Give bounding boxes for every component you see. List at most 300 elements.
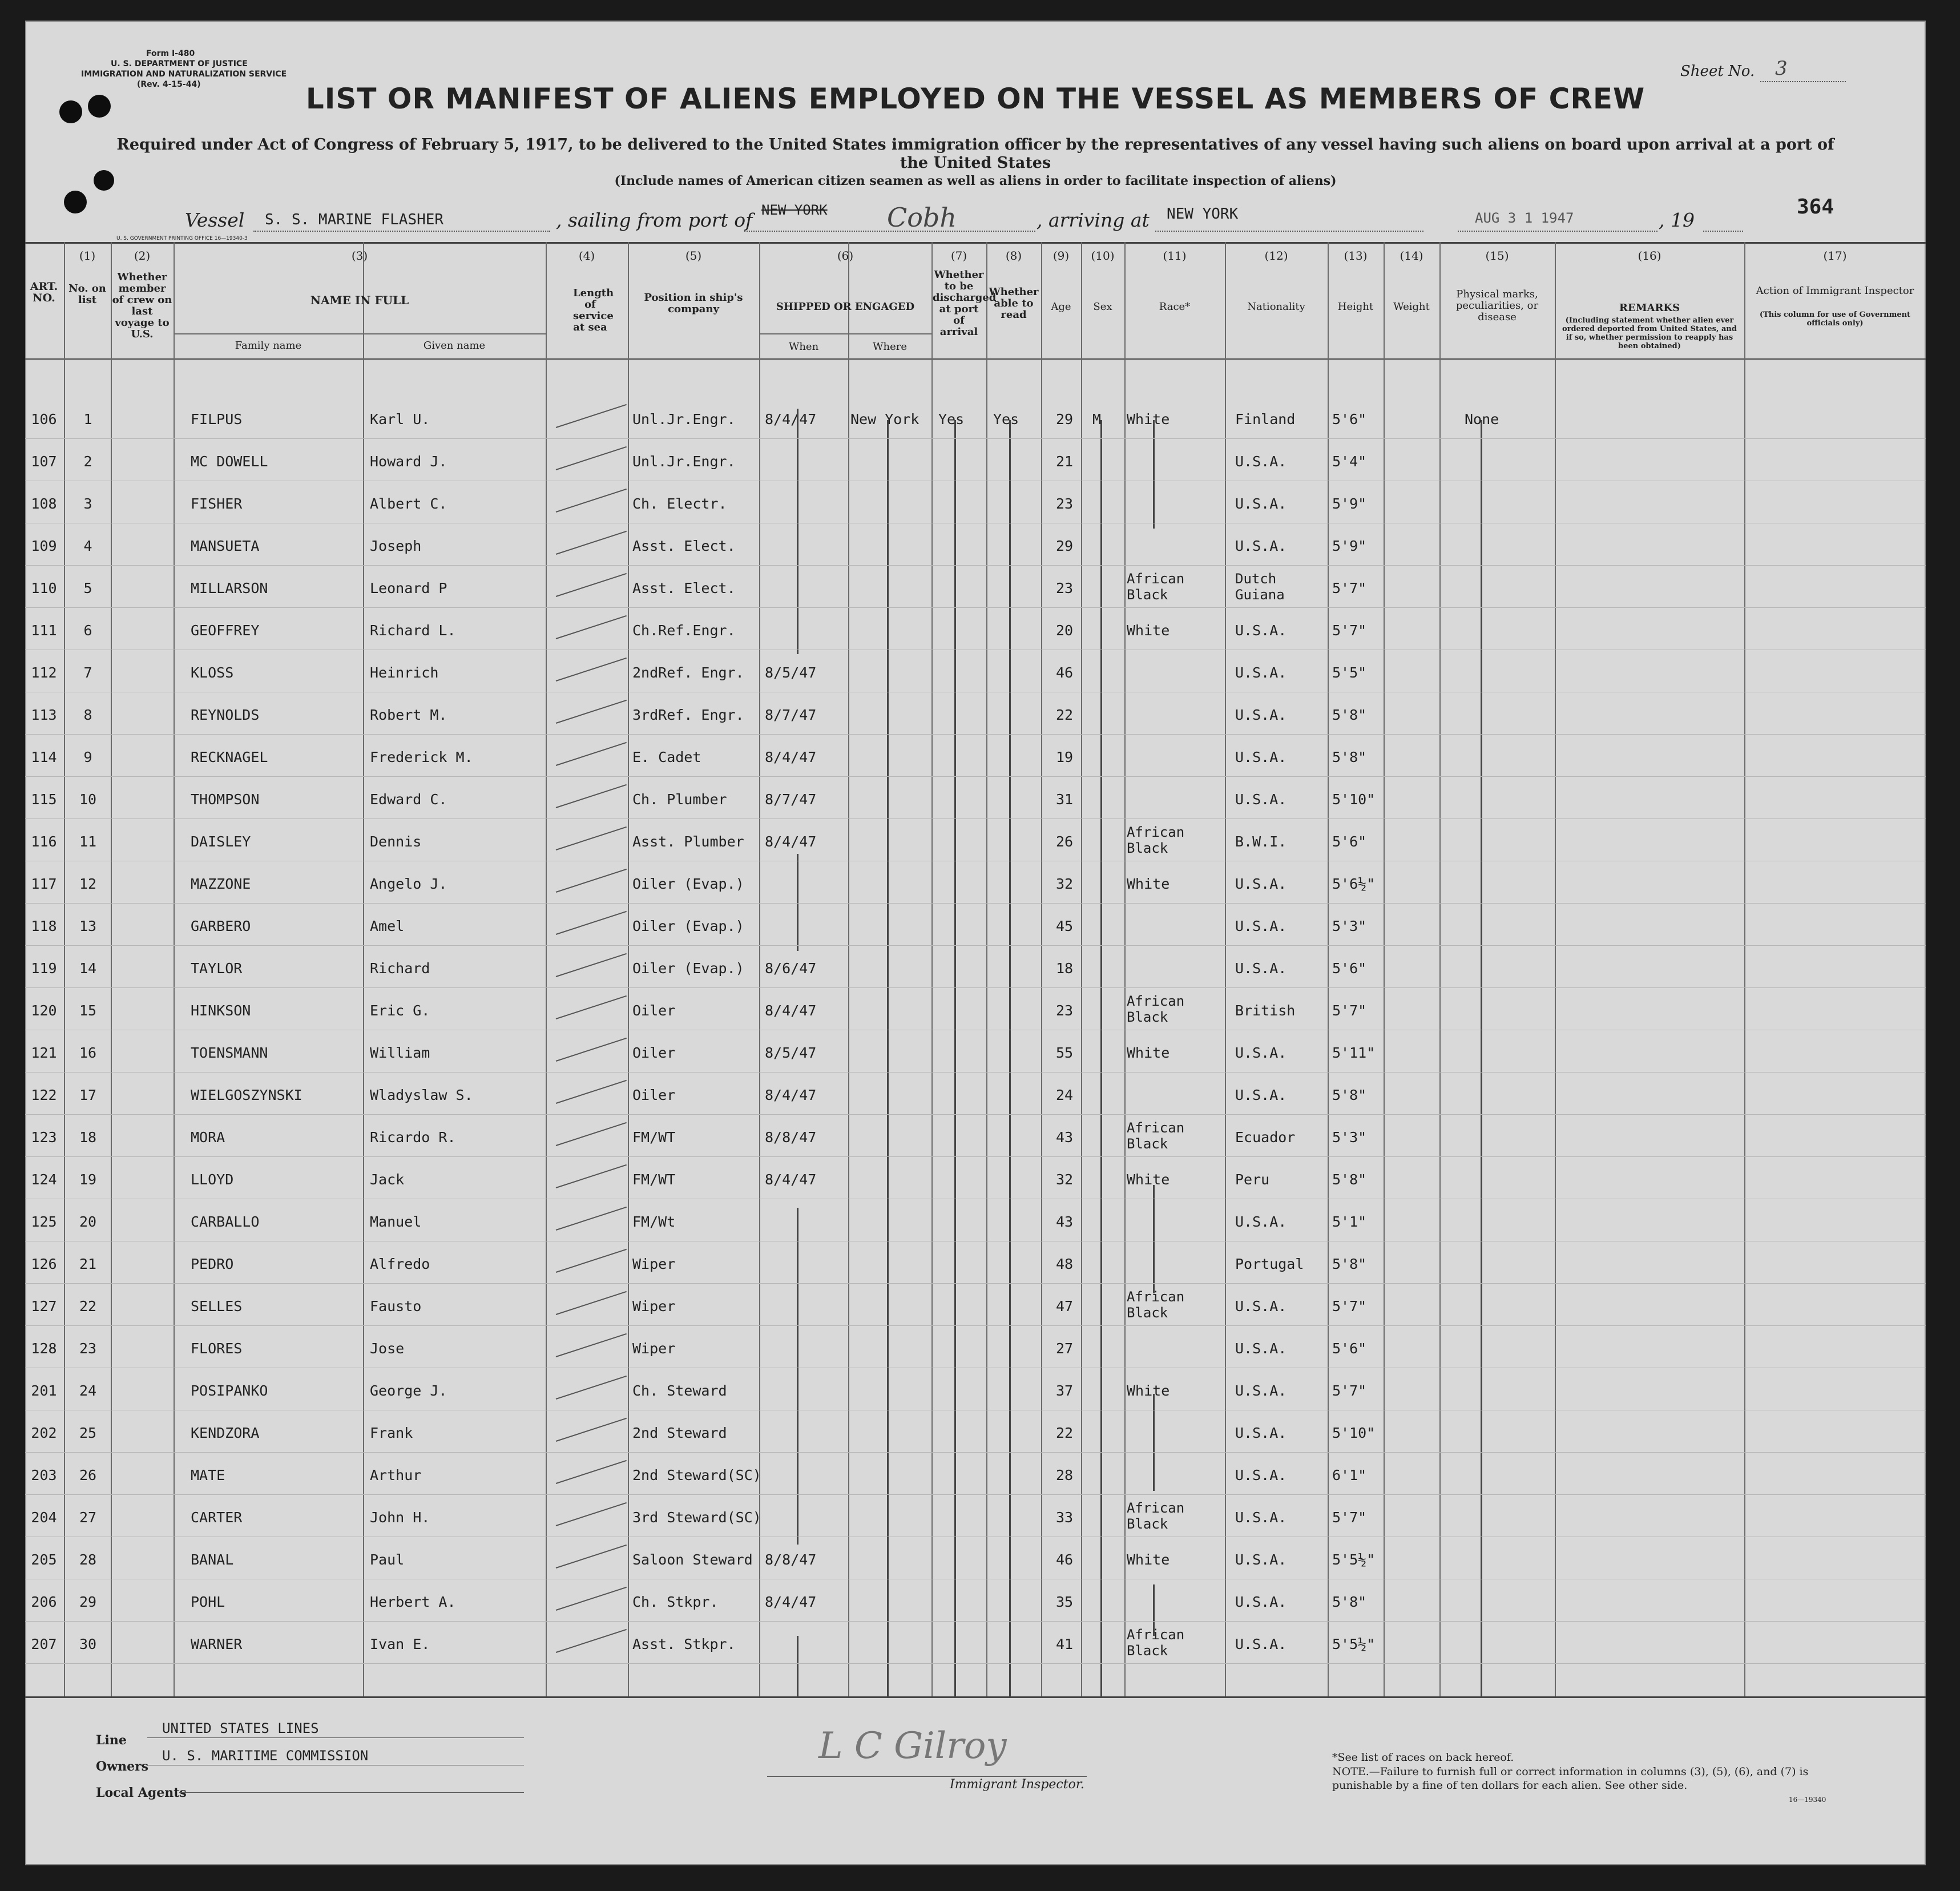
row-family-name: GEOFFREY	[191, 622, 260, 639]
service-mark	[556, 995, 627, 1019]
service-mark	[556, 742, 627, 766]
row-height: 5'9"	[1332, 538, 1367, 554]
row-family-name: KLOSS	[191, 664, 234, 681]
row-family-name: MANSUETA	[191, 538, 260, 554]
row-age: 55	[1055, 1045, 1074, 1061]
row-family-name: MAZZONE	[191, 876, 251, 892]
row-race: African Black	[1127, 824, 1185, 856]
row-position: E. Cadet	[632, 749, 701, 765]
service-mark	[556, 1376, 627, 1400]
row-shipped-when: 8/4/47	[765, 411, 817, 428]
row-age: 33	[1055, 1509, 1074, 1526]
row-shipped-when: 8/4/47	[765, 749, 817, 765]
page-number: 364	[1797, 195, 1834, 219]
row-family-name: POSIPANKO	[191, 1382, 268, 1399]
row-shipped-when: 8/7/47	[765, 791, 817, 808]
inspector-signature: L C Gilroy	[818, 1725, 1007, 1767]
row-age: 43	[1055, 1213, 1074, 1230]
service-mark	[556, 1333, 627, 1357]
row-position: FM/Wt	[632, 1213, 676, 1230]
manifest-sheet: Form I-480 U. S. DEPARTMENT OF JUSTICE IMMIGRATION AND NATURALIZATION SERVICE (Rev. 4-15-44) Sheet No. 3 LIST OR MANIFEST OF ALIENS EMPLOYED ON THE VESSEL AS MEMBERS OF CREW Required under Act of Congress of February 5, 1917, to be delivered to the United States immigration officer by the representatives of any vessel having such aliens on board upon arrival at a port of the United States (Include names of American citizen seamen as well as aliens in order to facilitate inspection of aliens) Vessel S. S. MARINE FLASHER , sailing from port of NEW YORK Cobh , arriving at NEW YORK AUG 3 1 1947 , 19 364 U. S. GOVERNMENT PRINTING OFFICE 16—19340-3 ART. NO. (1) No. on list (2) Whether member of crew on last voyage to U.S. (3) NAME IN FULL Family name Given name (4) Length of service at sea (5) Position in ship's company (6) SHIPPED OR ENGAGED When Where (7) Whether to be discharged at port of arrival (8) Whether able to read (9) Age (10) Sex (11) Race* (12) Nationality (13) Height (14) Weight (15) Physical marks, peculiarities, or disease (16) REMARKS (Including statement whether alien ever ordered deported from United States, and if so, whether permission to reapply has been obtained) (17) Action of Immigrant Inspector (This column for use of Government officials only) 106 1 FILPUS Karl U. Unl.Jr.Engr. 8/4/47 New York Yes Yes 29 M White Finland 5'6" None 107 2 MC DOWELL Howard J. Unl.Jr.Engr. 21 U.S.A. 5'4" 108 3 FISHER Albert C. Ch. Electr. 23 U.S.A. 5'9" 109 4 MANSUETA Joseph Asst. Elect. 29 U.S.A. 5'9" 110 5 MILLARSON Leonard P Asst. Elect. 23 African Black Dutch Guiana 5'7" 111 6 GEOFFREY Richard L. Ch.Ref.Engr. 20 White U.S.A. 5'7" 112 7 KLOSS Heinrich 2ndRef. Engr. 8/5/47 46 U.S.A. 5'5" 113 8 REYNOLDS Robert M. 3rdRef. Engr. 8/7/47 22 U.S.A. 5'8" 114 9 RECKNAGEL Frederick M. E. Cadet 8/4/47 19 U.S.A. 5'8" 115 10 THOMPSON Edward C. Ch. Plumber 8/7/47 31 U.S.A. 5'10" 116 11 DAISLEY Dennis Asst. Plumber 8/4/47 26 African Black B.W.I. 5'6" 117 12 MAZZONE Angelo J. Oiler (Evap.) 32 White U.S.A. 5'6½" 118 13 GARBERO Amel Oiler (Evap.) 45 U.S.A. 5'3" 119 14 TAYLOR Richard Oiler (Evap.) 8/6/47 18 U.S.A. 5'6" 120 15 HINKSON Eric G. Oiler 8/4/47 23 African Black British 5'7" 121 16 TOENSMANN William Oiler 8/5/47 55 White U.S.A. 5'11" 122 17 WIELGOSZYNSKI Wladyslaw S. Oiler 8/4/47 24 U.S.A. 5'8" 123 18 MORA Ricardo R. FM/WT 8/8/47 43 African Black Ecuador 5'3" 124 19 LLOYD Jack FM/WT 8/4/47 32 White Peru 5'8" 125 20 CARBALLO Manuel FM/Wt 43 U.S.A. 5'1" 126 21 PEDRO Alfredo Wiper 48 Portugal 5'8" 127 22 SELLES Fausto Wiper 47 African Black U.S.A. 5'7" 128 23 FLORES Jose Wiper 27 U.S.A. 5'6" 201 24 POSIPANKO George J. Ch. Steward 37 White U.S.A. 5'7" 202 25 KENDZORA Frank 2nd Steward 22 U.S.A. 5'10" 203 26 MATE Arthur 2nd Steward(SC) 28 U.S.A. 6'1" 204 27 CARTER John H. 3rd Steward(SC) 33 African Black U.S.A. 5'7" 205 28 BANAL Paul Saloon Steward 8/8/47 46 White U.S.A. 5'5½" 206 29 POHL Herbert A. Ch. Stkpr. 8/4/47 35 U.S.A. 5'8" 207 30 WARNER Ivan E. Asst. Stkpr. 41 African Black U.S.A. 5'5½" Line UNITED STATES LINES Owners U. S. MARITIME COMMISSION Local Agents L C Gilroy Immigrant Inspector. *See list of races on back hereof. NOTE.—Failure to furnish full or correct information in columns (3), (5), (6), and (7) is punishable by a fine of ten dollars for each alien. See other side. 16—19340	[25, 21, 1926, 1865]
row-nationality: U.S.A.	[1235, 1213, 1287, 1230]
col-inspector-note: (This column for use of Government officials only)	[1759, 311, 1911, 328]
row-race: African Black	[1127, 1289, 1185, 1321]
row-art-no: 119	[31, 960, 57, 977]
row-shipped-when: 8/5/47	[765, 664, 817, 681]
service: IMMIGRATION AND NATURALIZATION SERVICE	[81, 70, 287, 79]
row-discharged: Yes	[938, 411, 965, 428]
manifest-subtitle: Required under Act of Congress of February 5, 1917, to be delivered to the United States immigration officer by the representatives of any vessel having such aliens on board upon arrival at a port of the United States	[116, 136, 1834, 172]
row-art-no: 114	[31, 749, 57, 765]
sailing-port-handwritten: Cobh	[887, 202, 957, 233]
row-list-no: 6	[83, 622, 92, 639]
row-shipped-when: 8/8/47	[765, 1129, 817, 1146]
manifest-title: LIST OR MANIFEST OF ALIENS EMPLOYED ON THE VESSEL AS MEMBERS OF CREW	[305, 82, 1646, 115]
row-family-name: FLORES	[191, 1340, 243, 1357]
row-given-name: Wladyslaw S.	[370, 1087, 473, 1103]
row-list-no: 12	[79, 876, 97, 892]
row-list-no: 3	[83, 495, 92, 512]
row-given-name: Jack	[370, 1171, 405, 1188]
row-divider	[25, 903, 1926, 904]
row-nationality: U.S.A.	[1235, 1382, 1287, 1399]
service-mark	[556, 1502, 627, 1526]
service-mark	[556, 615, 627, 639]
row-sex: M	[1092, 411, 1102, 428]
row-list-no: 8	[83, 707, 92, 723]
row-height: 5'5½"	[1332, 1636, 1376, 1652]
ditto-mark	[797, 854, 798, 951]
row-list-no: 19	[79, 1171, 97, 1188]
ditto-mark	[1153, 1394, 1155, 1491]
service-mark	[556, 1418, 627, 1442]
row-art-no: 122	[31, 1087, 57, 1103]
row-position: Ch. Steward	[632, 1382, 727, 1399]
row-height: 5'8"	[1332, 1171, 1367, 1188]
row-list-no: 28	[79, 1551, 97, 1568]
department: U. S. DEPARTMENT OF JUSTICE	[111, 59, 248, 68]
service-mark	[556, 869, 627, 893]
row-given-name: Robert M.	[370, 707, 447, 723]
col-position: Position in ship's company	[644, 292, 743, 315]
sailing-label: , sailing from port of	[556, 209, 753, 231]
row-family-name: SELLES	[191, 1298, 243, 1315]
row-position: Oiler	[632, 1002, 676, 1019]
row-age: 46	[1055, 1551, 1074, 1568]
row-nationality: U.S.A.	[1235, 918, 1287, 934]
row-given-name: George J.	[370, 1382, 447, 1399]
service-mark	[556, 1291, 627, 1315]
row-nationality: U.S.A.	[1235, 960, 1287, 977]
row-family-name: MATE	[191, 1467, 225, 1483]
row-given-name: Manuel	[370, 1213, 422, 1230]
row-family-name: CARBALLO	[191, 1213, 260, 1230]
form-number: Form I-480	[146, 49, 195, 58]
service-mark	[556, 1038, 627, 1062]
row-age: 48	[1055, 1256, 1074, 1272]
row-position: 2nd Steward(SC)	[632, 1467, 761, 1483]
row-nationality: U.S.A.	[1235, 707, 1287, 723]
row-art-no: 201	[31, 1382, 57, 1399]
row-list-no: 30	[79, 1636, 97, 1652]
row-height: 5'7"	[1332, 622, 1367, 639]
row-given-name: Richard L.	[370, 622, 456, 639]
row-list-no: 2	[83, 453, 92, 470]
row-height: 5'7"	[1332, 1298, 1367, 1315]
service-mark	[556, 1207, 627, 1231]
row-height: 5'7"	[1332, 1382, 1367, 1399]
row-given-name: Karl U.	[370, 411, 430, 428]
row-age: 35	[1055, 1594, 1074, 1610]
row-position: 2nd Steward	[632, 1425, 727, 1441]
row-height: 5'6"	[1332, 833, 1367, 850]
row-divider	[25, 565, 1926, 566]
row-list-no: 25	[79, 1425, 97, 1441]
col-shipped-where: Where	[872, 341, 907, 353]
row-family-name: CARTER	[191, 1509, 243, 1526]
col-family-name: Family name	[235, 340, 302, 352]
service-mark	[556, 953, 627, 977]
row-height: 5'10"	[1332, 1425, 1376, 1441]
row-height: 5'6"	[1332, 960, 1367, 977]
row-nationality: U.S.A.	[1235, 1467, 1287, 1483]
row-position: Ch. Plumber	[632, 791, 727, 808]
col-height: Height	[1337, 301, 1374, 313]
row-shipped-when: 8/4/47	[765, 833, 817, 850]
row-height: 5'1"	[1332, 1213, 1367, 1230]
form-revision: (Rev. 4-15-44)	[137, 80, 201, 89]
row-family-name: HINKSON	[191, 1002, 251, 1019]
row-position: 3rdRef. Engr.	[632, 707, 744, 723]
row-family-name: FILPUS	[191, 411, 243, 428]
row-able-to-read: Yes	[993, 411, 1019, 428]
row-art-no: 202	[31, 1425, 57, 1441]
row-height: 5'7"	[1332, 580, 1367, 596]
row-list-no: 22	[79, 1298, 97, 1315]
row-shipped-when: 8/4/47	[765, 1002, 817, 1019]
row-art-no: 113	[31, 707, 57, 723]
row-age: 26	[1055, 833, 1074, 850]
ditto-mark	[1009, 420, 1011, 1696]
row-position: Oiler (Evap.)	[632, 918, 744, 934]
row-family-name: LLOYD	[191, 1171, 234, 1188]
row-race: White	[1127, 411, 1170, 428]
row-age: 24	[1055, 1087, 1074, 1103]
row-position: Wiper	[632, 1256, 676, 1272]
row-height: 5'6"	[1332, 411, 1367, 428]
service-mark	[556, 1629, 627, 1653]
row-family-name: MC DOWELL	[191, 453, 268, 470]
races-note: *See list of races on back hereof.	[1332, 1751, 1514, 1764]
row-race: African Black	[1127, 1120, 1185, 1152]
row-divider	[25, 945, 1926, 946]
row-family-name: WIELGOSZYNSKI	[191, 1087, 303, 1103]
row-family-name: REYNOLDS	[191, 707, 260, 723]
row-list-no: 1	[83, 411, 92, 428]
row-nationality: Dutch Guiana	[1235, 571, 1285, 603]
row-age: 29	[1055, 538, 1074, 554]
row-given-name: Frederick M.	[370, 749, 473, 765]
row-given-name: Howard J.	[370, 453, 447, 470]
row-art-no: 121	[31, 1045, 57, 1061]
sheet-number: 3	[1775, 57, 1788, 80]
punch-hole	[64, 191, 87, 213]
row-position: Unl.Jr.Engr.	[632, 453, 736, 470]
ditto-mark	[954, 420, 956, 1696]
row-position: Saloon Steward	[632, 1551, 753, 1568]
row-given-name: Leonard P	[370, 580, 447, 596]
row-family-name: BANAL	[191, 1551, 234, 1568]
row-given-name: Jose	[370, 1340, 405, 1357]
row-shipped-when: 8/6/47	[765, 960, 817, 977]
row-height: 5'6"	[1332, 1340, 1367, 1357]
row-art-no: 117	[31, 876, 57, 892]
row-family-name: RECKNAGEL	[191, 749, 268, 765]
service-mark	[556, 784, 627, 808]
row-given-name: Frank	[370, 1425, 413, 1441]
row-position: Unl.Jr.Engr.	[632, 411, 736, 428]
row-race: White	[1127, 1171, 1170, 1188]
row-nationality: B.W.I.	[1235, 833, 1287, 850]
row-list-no: 4	[83, 538, 92, 554]
row-art-no: 128	[31, 1340, 57, 1357]
row-given-name: Alfredo	[370, 1256, 430, 1272]
row-position: Ch. Electr.	[632, 495, 727, 512]
form-code: 16—19340	[1789, 1796, 1826, 1804]
row-shipped-when: 8/4/47	[765, 1594, 817, 1610]
row-height: 5'8"	[1332, 1087, 1367, 1103]
row-given-name: Albert C.	[370, 495, 447, 512]
row-given-name: Heinrich	[370, 664, 439, 681]
row-age: 23	[1055, 495, 1074, 512]
row-position: 3rd Steward(SC)	[632, 1509, 761, 1526]
row-nationality: Finland	[1235, 411, 1296, 428]
row-art-no: 203	[31, 1467, 57, 1483]
row-age: 41	[1055, 1636, 1074, 1652]
row-family-name: MORA	[191, 1129, 225, 1146]
col-last-voyage: Whether member of crew on last voyage to U.S.	[112, 271, 172, 340]
row-race: African Black	[1127, 1500, 1185, 1532]
row-position: Wiper	[632, 1298, 676, 1315]
row-shipped-when: 8/7/47	[765, 707, 817, 723]
arriving-label: , arriving at	[1037, 209, 1150, 231]
row-family-name: TAYLOR	[191, 960, 243, 977]
row-shipped-when: 8/8/47	[765, 1551, 817, 1568]
arrival-date-stamp: AUG 3 1 1947	[1475, 210, 1574, 226]
gpo-imprint: U. S. GOVERNMENT PRINTING OFFICE 16—19340-3	[116, 236, 248, 241]
row-divider	[25, 1663, 1926, 1664]
row-nationality: U.S.A.	[1235, 749, 1287, 765]
row-position: Asst. Plumber	[632, 833, 744, 850]
row-art-no: 205	[31, 1551, 57, 1568]
row-list-no: 15	[79, 1002, 97, 1019]
line-label: Line	[96, 1733, 127, 1748]
row-age: 23	[1055, 580, 1074, 596]
row-given-name: Richard	[370, 960, 430, 977]
row-position: Oiler	[632, 1045, 676, 1061]
row-family-name: KENDZORA	[191, 1425, 260, 1441]
row-divider	[25, 1114, 1926, 1115]
row-given-name: Herbert A.	[370, 1594, 456, 1610]
row-age: 21	[1055, 453, 1074, 470]
row-art-no: 107	[31, 453, 57, 470]
row-position: FM/WT	[632, 1129, 676, 1146]
ditto-mark	[1481, 420, 1482, 1696]
row-position: Asst. Elect.	[632, 538, 736, 554]
row-given-name: Arthur	[370, 1467, 422, 1483]
row-divider	[25, 987, 1926, 988]
row-nationality: Portugal	[1235, 1256, 1304, 1272]
row-art-no: 127	[31, 1298, 57, 1315]
row-nationality: U.S.A.	[1235, 1509, 1287, 1526]
row-art-no: 123	[31, 1129, 57, 1146]
row-family-name: PEDRO	[191, 1256, 234, 1272]
row-art-no: 110	[31, 580, 57, 596]
row-age: 28	[1055, 1467, 1074, 1483]
row-race: White	[1127, 1382, 1170, 1399]
col-name-in-full: NAME IN FULL	[310, 293, 409, 307]
row-given-name: Fausto	[370, 1298, 422, 1315]
ditto-mark	[797, 409, 798, 654]
row-age: 32	[1055, 1171, 1074, 1188]
service-mark	[556, 1122, 627, 1146]
row-art-no: 108	[31, 495, 57, 512]
service-mark	[556, 573, 627, 597]
row-divider	[25, 1452, 1926, 1453]
row-divider	[25, 1494, 1926, 1495]
row-age: 45	[1055, 918, 1074, 934]
row-family-name: FISHER	[191, 495, 243, 512]
ditto-mark	[1153, 420, 1155, 529]
row-list-no: 14	[79, 960, 97, 977]
row-art-no: 109	[31, 538, 57, 554]
row-given-name: Amel	[370, 918, 405, 934]
row-race: African Black	[1127, 993, 1185, 1025]
row-race: White	[1127, 876, 1170, 892]
row-art-no: 124	[31, 1171, 57, 1188]
row-given-name: Ivan E.	[370, 1636, 430, 1652]
vessel-label: Vessel	[185, 209, 245, 231]
row-age: 31	[1055, 791, 1074, 808]
row-race: White	[1127, 1045, 1170, 1061]
row-list-no: 20	[79, 1213, 97, 1230]
arriving-port: NEW YORK	[1167, 205, 1239, 223]
row-list-no: 10	[79, 791, 97, 808]
row-age: 18	[1055, 960, 1074, 977]
row-list-no: 7	[83, 664, 92, 681]
row-height: 5'5"	[1332, 664, 1367, 681]
row-height: 5'10"	[1332, 791, 1376, 808]
col-shipped-when: When	[788, 341, 819, 353]
row-height: 5'7"	[1332, 1509, 1367, 1526]
row-height: 5'4"	[1332, 453, 1367, 470]
row-divider	[25, 1156, 1926, 1157]
row-family-name: MILLARSON	[191, 580, 268, 596]
service-mark	[556, 1460, 627, 1484]
col-given-name: Given name	[423, 340, 486, 352]
row-nationality: U.S.A.	[1235, 791, 1287, 808]
row-list-no: 21	[79, 1256, 97, 1272]
row-nationality: U.S.A.	[1235, 1551, 1287, 1568]
row-nationality: U.S.A.	[1235, 1425, 1287, 1441]
row-list-no: 24	[79, 1382, 97, 1399]
ditto-mark	[1100, 420, 1102, 1696]
row-art-no: 111	[31, 622, 57, 639]
row-family-name: THOMPSON	[191, 791, 260, 808]
row-age: 20	[1055, 622, 1074, 639]
row-given-name: Joseph	[370, 538, 422, 554]
row-height: 5'8"	[1332, 749, 1367, 765]
row-list-no: 27	[79, 1509, 97, 1526]
row-nationality: U.S.A.	[1235, 876, 1287, 892]
row-nationality: U.S.A.	[1235, 1594, 1287, 1610]
row-nationality: U.S.A.	[1235, 1087, 1287, 1103]
col-art-no: ART. NO.	[30, 280, 58, 304]
ditto-mark	[887, 420, 889, 1696]
row-physical-marks: None	[1465, 411, 1499, 428]
row-family-name: TOENSMANN	[191, 1045, 268, 1061]
service-mark	[556, 911, 627, 935]
row-position: Oiler (Evap.)	[632, 960, 744, 977]
row-height: 5'8"	[1332, 1594, 1367, 1610]
row-family-name: WARNER	[191, 1636, 243, 1652]
row-list-no: 23	[79, 1340, 97, 1357]
row-given-name: William	[370, 1045, 430, 1061]
col-age: Age	[1051, 301, 1071, 313]
row-list-no: 29	[79, 1594, 97, 1610]
row-nationality: U.S.A.	[1235, 622, 1287, 639]
service-mark	[556, 658, 627, 682]
manifest-instruction: (Include names of American citizen seamen as well as aliens in order to facilitate inspection of aliens)	[614, 174, 1337, 188]
ditto-mark	[797, 1636, 798, 1696]
row-position: Oiler (Evap.)	[632, 876, 744, 892]
row-art-no: 126	[31, 1256, 57, 1272]
row-position: Asst. Stkpr.	[632, 1636, 736, 1652]
year-label: , 19	[1659, 209, 1695, 231]
row-height: 5'3"	[1332, 1129, 1367, 1146]
service-mark	[556, 1587, 627, 1611]
row-list-no: 11	[79, 833, 97, 850]
row-list-no: 9	[83, 749, 92, 765]
row-height: 5'11"	[1332, 1045, 1376, 1061]
row-age: 19	[1055, 749, 1074, 765]
col-no-on-list: No. on list	[68, 283, 106, 306]
col-sex: Sex	[1093, 301, 1112, 313]
row-art-no: 207	[31, 1636, 57, 1652]
service-mark	[556, 1545, 627, 1569]
row-given-name: Eric G.	[370, 1002, 430, 1019]
row-art-no: 204	[31, 1509, 57, 1526]
local-agents-label: Local Agents	[96, 1785, 187, 1800]
row-divider	[25, 438, 1926, 439]
row-given-name: John H.	[370, 1509, 430, 1526]
ditto-mark	[1153, 1185, 1155, 1293]
service-mark	[556, 489, 627, 513]
row-list-no: 17	[79, 1087, 97, 1103]
row-nationality: U.S.A.	[1235, 538, 1287, 554]
row-nationality: Ecuador	[1235, 1129, 1296, 1146]
row-given-name: Angelo J.	[370, 876, 447, 892]
row-height: 6'1"	[1332, 1467, 1367, 1483]
service-mark	[556, 700, 627, 724]
row-nationality: U.S.A.	[1235, 1636, 1287, 1652]
col-nationality: Nationality	[1247, 301, 1305, 313]
row-shipped-when: 8/4/47	[765, 1087, 817, 1103]
col-shipped-or-engaged: SHIPPED OR ENGAGED	[776, 301, 915, 313]
owners-value: U. S. MARITIME COMMISSION	[162, 1748, 369, 1764]
service-mark	[556, 1080, 627, 1104]
row-race: White	[1127, 622, 1170, 639]
